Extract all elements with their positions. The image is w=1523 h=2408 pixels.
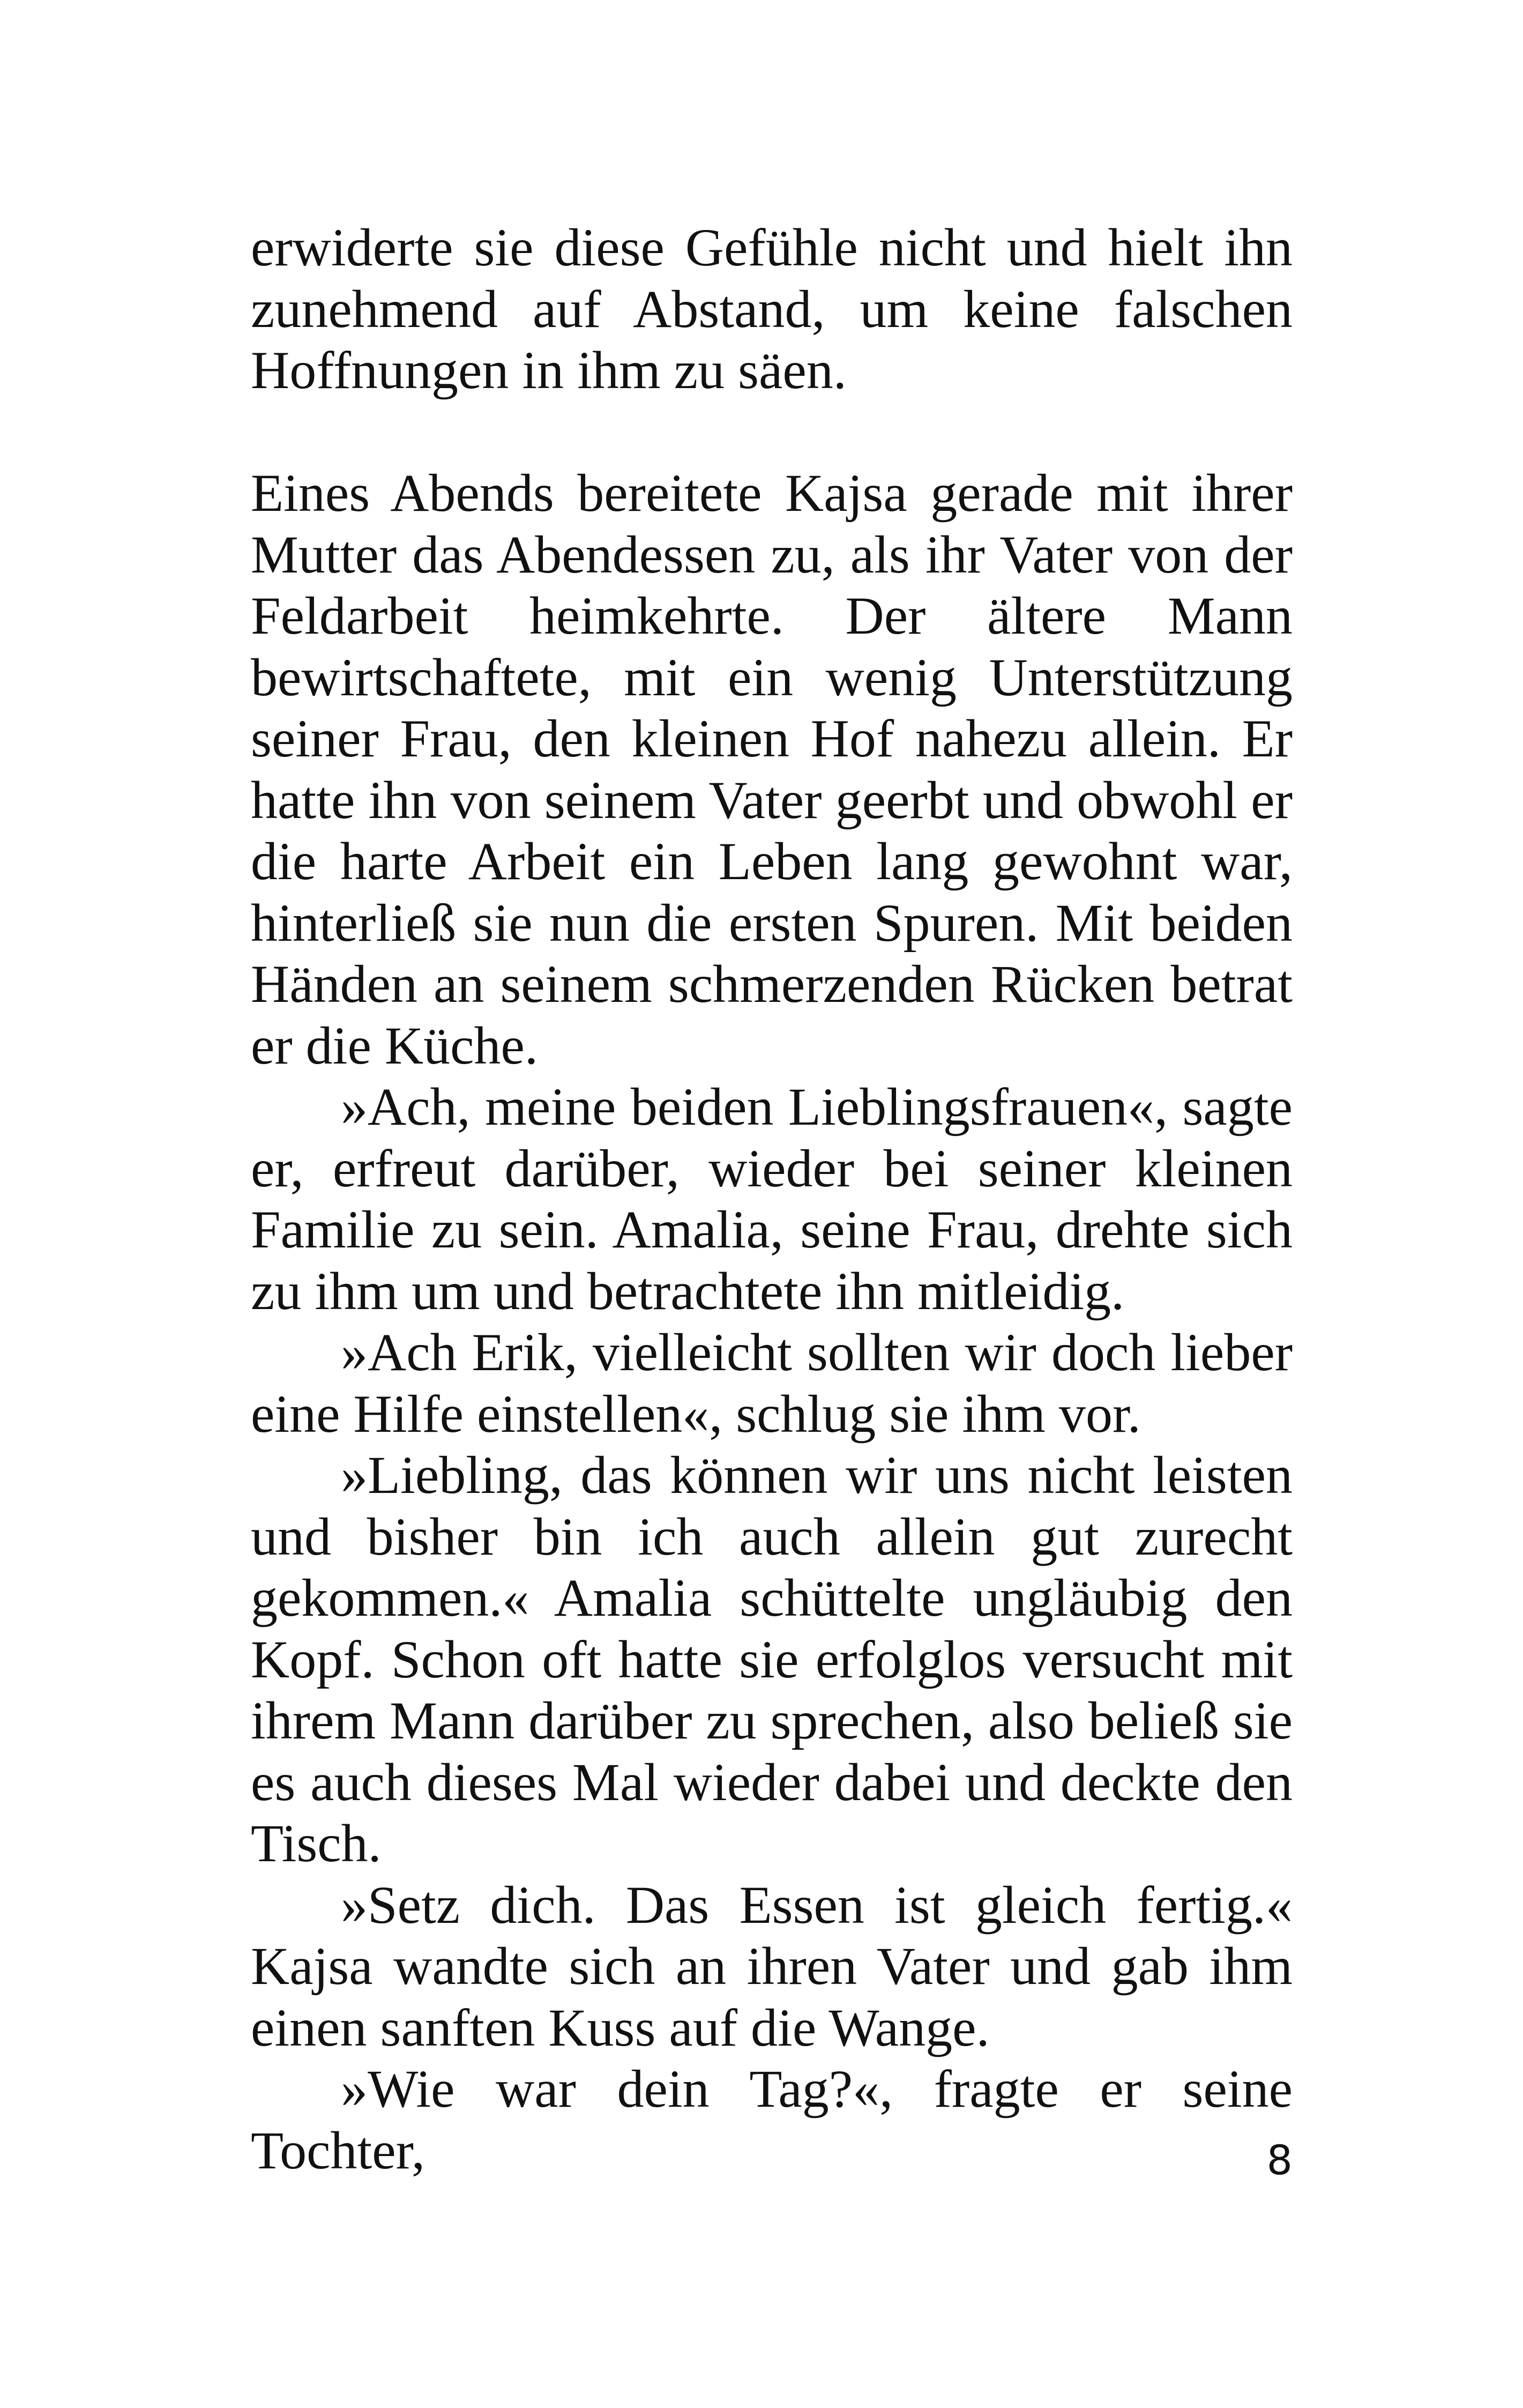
- paragraph-6: »Setz dich. Das Essen ist gleich fertig.« Kajsa wandte sich an ihren Vater und gab ihm einen sanften Kuss auf die Wange.: [251, 1875, 1293, 2057]
- paragraph-1: erwiderte sie diese Gefühle nicht und hielt ihn zunehmend auf Abstand, um keine falschen Hoffnungen in ihm zu säen.: [251, 218, 1293, 400]
- page-number: 8: [1266, 2136, 1293, 2184]
- paragraph-4: »Ach Erik, vielleicht sollten wir doch lieber eine Hilfe einstellen«, schlug sie ihm vor.: [251, 1322, 1293, 1444]
- paragraph-3: »Ach, meine beiden Lieblingsfrauen«, sagte er, erfreut darüber, wieder bei seiner kleinen Familie zu sein. Amalia, seine Frau, drehte sich zu ihm um und betrachtete ihn mitleidig.: [251, 1077, 1293, 1321]
- paragraph-7: »Wie war dein Tag?«, fragte er seine Tochter,: [251, 2059, 1293, 2180]
- paragraph-5: »Liebling, das können wir uns nicht leisten und bisher bin ich auch allein gut zurecht gekommen.« Amalia schüttelte ungläubig den Kopf. Schon oft hatte sie erfolglos versucht mit ihrem Mann darüber zu sprechen, also beließ sie es auch dieses Mal wieder dabei und deckte den Tisch.: [251, 1445, 1293, 1873]
- paragraph-gap: [251, 402, 1293, 463]
- body-text: [251, 217, 1293, 2181]
- paragraph-2: Eines Abends bereitete Kajsa gerade mit ihrer Mutter das Abendessen zu, als ihr Vater von der Feldarbeit heimkehrte. Der ältere Mann bewirtschaftete, mit ein wenig Unterstützung seiner Frau, den kleinen Hof nahezu allein. Er hatte ihn von seinem Vater geerbt und obwohl er die harte Arbeit ein Leben lang gewohnt war, hinterließ sie nun die ersten Spuren. Mit beiden Händen an seinem schmerzenden Rücken betrat er die Küche.: [251, 463, 1293, 1075]
